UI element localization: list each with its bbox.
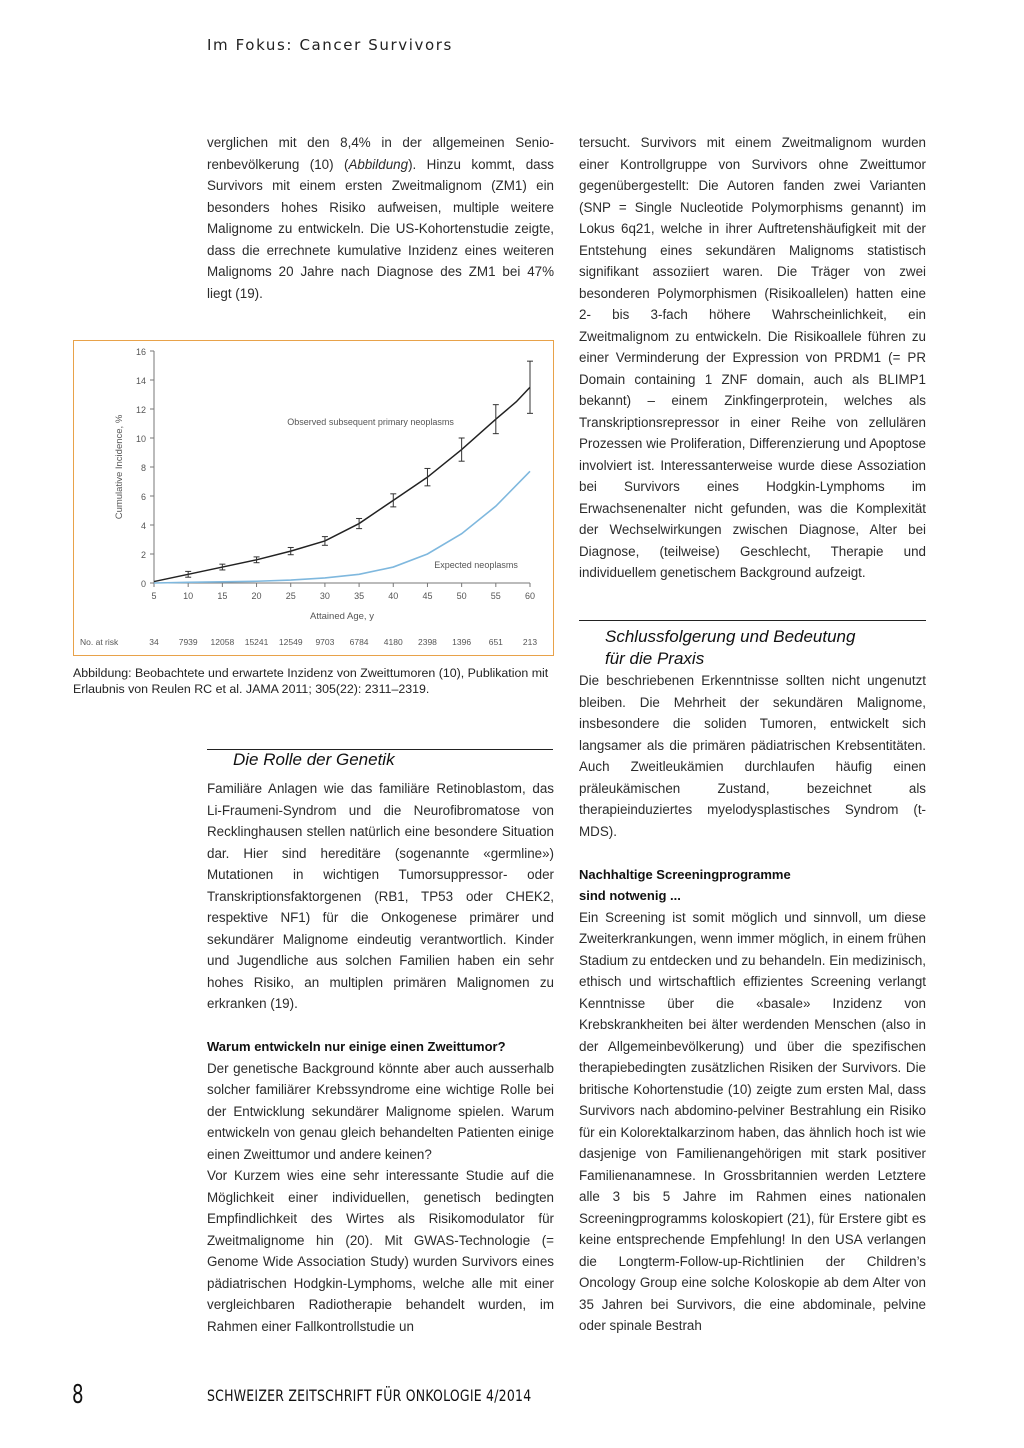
at-risk-value: 15241 <box>244 637 269 647</box>
at-risk-value: 4180 <box>383 637 403 647</box>
y-tick-label: 0 <box>140 579 146 589</box>
y-axis-label: Cumulative Incidence, % <box>114 414 125 520</box>
at-risk-value: 6784 <box>349 637 369 647</box>
x-tick-label: 25 <box>285 591 296 601</box>
left-column-intro <box>207 132 554 304</box>
x-tick-label: 50 <box>456 591 467 601</box>
y-tick-label: 16 <box>135 347 146 357</box>
y-tick-label: 12 <box>135 405 146 415</box>
y-tick-label: 14 <box>135 376 146 386</box>
x-tick-label: 5 <box>151 591 157 601</box>
conclusion-paragraph: Die beschriebenen Erkenntnisse sollten nicht ungenutzt bleiben. Die Mehrheit der sekundären Malignome, insbesondere die soliden Tumoren, entwickelt sich langsamer als die primären pädiatrischen Krebsentitäten. Auch Zweitleukämien durchlaufen häufig einen präleukämischen Zustand, bezeichnet als therapieinduziertes myelodysplastisches Syndrom (t-MDS). <box>579 673 926 839</box>
x-tick-label: 20 <box>251 591 262 601</box>
y-tick-label: 4 <box>140 521 146 531</box>
at-risk-value: 2398 <box>417 637 437 647</box>
x-tick-label: 15 <box>217 591 228 601</box>
screening-heading-line-2: sind notwenig ... <box>579 888 681 903</box>
figure-caption: Abbildung: Beobachtete und erwartete Inzidenz von Zweittumoren (10), Publikation mit Erlaubnis von Reulen RC et al. JAMA 2011; 305(22): 2311–2319. <box>73 666 549 696</box>
screening-heading-line-1: Nachhaltige Screeningprogramme <box>579 866 791 882</box>
why-paragraph-2: Vor Kurzem wies eine sehr interessante Studie auf die Möglichkeit einer individuellen, genetisch bedingten Empfindlichkeit des Wirtes als Risikomodulator für Zweitmalignome hin (20). Mit GWAS-Technologie (= Genome Wide Association Study) wurden Survivors eines pädiatrischen Hodgkin-Lymphoms, welche alle mit einer vergleichbaren Radiotherapie behandelt wurden, im Rahmen einer Fallkontrollstudie un <box>207 1168 554 1334</box>
incidence-chart <box>74 341 552 654</box>
intro-paragraph: verglichen mit den 8,4% in der allgemeinen Seniorenbevölkerung (10) (Abbildung). Hinzu kommt, dass Survivors mit einem ersten Zweitmalignom (ZM1) ein besonders hohes Risiko aufweisen, multiple weitere Malignome zu entwickeln. Die US-Kohortenstudie zeigte, dass die errechnete kumulative Inzidenz eines weiteren Malignoms 20 Jahre nach Diagnose des ZM1 bei 47% liegt (19). <box>207 135 554 301</box>
conclusion-heading: Schlussfolgerung und Bedeutung für die Praxis <box>579 620 926 669</box>
at-risk-value: 34 <box>149 637 159 647</box>
x-tick-label: 35 <box>354 591 365 601</box>
why-heading: Warum entwickeln nur einige einen Zweittumor? <box>207 1039 506 1054</box>
journal-footer: SCHWEIZER ZEITSCHRIFT FÜR ONKOLOGIE 4/2014 <box>207 1386 532 1405</box>
at-risk-value: 1396 <box>452 637 472 647</box>
at-risk-value: 7939 <box>178 637 198 647</box>
at-risk-value: 9703 <box>315 637 335 647</box>
y-tick-label: 2 <box>140 550 146 560</box>
x-axis-label: Attained Age, y <box>310 611 374 622</box>
x-tick-label: 45 <box>422 591 433 601</box>
why-paragraph-1: Der genetische Background könnte aber auch ausserhalb solcher familiärer Krebssyndrome eine wichtige Rolle bei der Entwicklung sekundärer Malignome spielen. Warum entwickeln von genau gleich behandelten Patienten einige einen Zweittumor und andere keinen? <box>207 1060 554 1162</box>
figure-box <box>73 340 554 656</box>
right-column-top <box>579 132 926 584</box>
x-tick-label: 30 <box>319 591 330 601</box>
x-tick-label: 60 <box>524 591 536 601</box>
at-risk-value: 651 <box>488 637 503 647</box>
y-tick-label: 10 <box>135 434 146 444</box>
at-risk-value: 12058 <box>210 637 235 647</box>
at-risk-value: 213 <box>522 637 538 647</box>
screening-paragraph: Ein Screening ist somit möglich und sinnvoll, um diese Zweiterkrankungen, wenn immer möglich, in einem frühen Stadium zu entdecken und zu behandeln. Ein medizinisch, ethisch und wirtschaftlich effizientes Screening verlangt Kenntnisse über die «basale» Inzidenz von Krebskrankheiten bei älter werdenden Menschen (also in der Allgemeinbevölkerung) und über die spezifischen therapiebedingten zusätzlichen Risiken der Survivors. Die britische Kohortenstudie (10) zeigte zum ersten Mal, dass Survivors nach abdomino-pelviner Bestrahlung ein Risiko für ein Kolorektalkarzinom haben, das ähnlich hoch ist wie dasjenige von Familienangehörigen mit stark positiver Familienanamnese. In Grossbritannien werden Letztere alle 3 bis 5 Jahre im Rahmen eines nationalen Screeningprogramms koloskopiert (21), für Erstere gibt es keine entsprechende Empfehlung! In den USA verlangen die Longterm-Follow-up-Richtlinien der Children’s Oncology Group eine solche Koloskopie ab dem Alter von 35 Jahren bei Survivors, die eine abdominale, pelvine oder spinale Bestrah <box>579 909 926 1333</box>
right-column-bottom <box>579 670 926 1337</box>
y-tick-label: 8 <box>140 463 146 473</box>
x-tick-label: 10 <box>183 591 194 601</box>
genetics-paragraph: Familiäre Anlagen wie das familiäre Retinoblastom, das Li-Fraumeni-Syndrom und die Neurofibromatose von Recklinghausen stellen natürlich eine besondere Situation dar. Hier sind hereditäre (sogenannte «germline») Mutationen in wichtigen Tumorsuppressor- oder Transkriptionsfaktorgenen (RB1, TP53 oder CHEK2, respektive NF1) für die Onkogenese primärer und sekundärer Malignome eindeutig verantwortlich. Kinder und Jugendliche aus solchen Familien haben ein sehr hohes Risiko, an multiplen primären Malignomen zu erkranken (19). <box>207 781 554 1011</box>
study-paragraph: tersucht. Survivors mit einem Zweitmalignom wurden einer Kontrollgruppe von Survivors ohne Zweittumor gegenübergestellt: Die Autoren fanden zwei Varianten (SNP = Single Nucleotide Polymorphisms genannt) im Lokus 6q21, welche in ihrer Auftretenshäufigkeit mit der Entstehung eines sekundären Malignoms statistisch signifikant assoziiert waren. Die Träger von zwei besonderen Polymorphismen (Risikoallelen) hatten eine 2- bis 3-fach höhere Wahrscheinlichkeit, ein Zweitmalignom zu entwickeln. Die Risikoallele führen zu einer Verminderung der Expression von PRDM1 (= PR Domain containing 1 ZNF domain, auch als BLIMP1 bekannt) – einem Zinkfingerprotein, welches als Transkriptionsrepressor in einer Reihe von zellulären Prozessen wie Proliferation, Differenzierung und Apoptose involviert ist. Interessanterweise wurde diese Assoziation bei Survivors eines Hodgkin-Lymphoms im Erwachsenenalter nicht gefunden, was die Komplexität der Wechselwirkungen zwischen Diagnose, Alter bei Diagnose, (teilweise) Geschlecht, Therapie und individuellem genetischem Background aufzeigt. <box>579 135 926 580</box>
genetics-heading: Die Rolle der Genetik <box>207 749 553 770</box>
running-head: Im Fokus: Cancer Survivors <box>207 36 453 54</box>
y-tick-label: 6 <box>140 492 146 502</box>
at-risk-value: 12549 <box>278 637 303 647</box>
observed-series-label: Observed subsequent primary neoplasms <box>287 416 454 427</box>
expected-series-label: Expected neoplasms <box>434 559 518 570</box>
x-tick-label: 55 <box>490 591 501 601</box>
at-risk-label: No. at risk <box>80 637 119 647</box>
left-column-genetics <box>207 778 554 1337</box>
page-number: 8 <box>72 1380 84 1410</box>
x-tick-label: 40 <box>388 591 399 601</box>
